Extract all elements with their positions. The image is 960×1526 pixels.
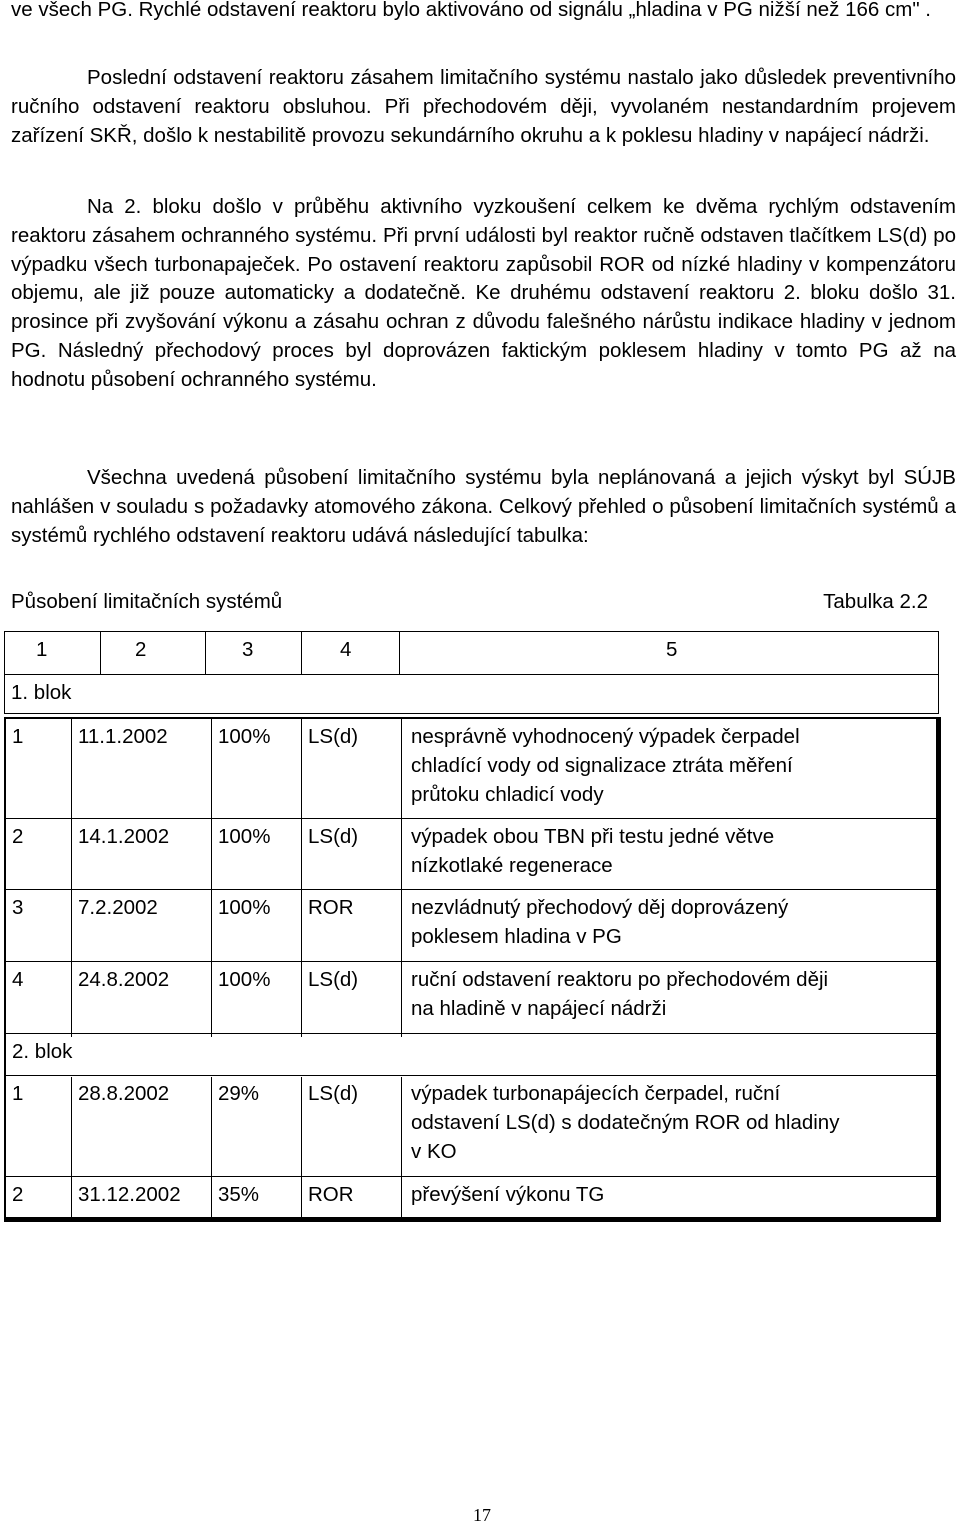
header-divider [205, 632, 206, 674]
cell-system: ROR [308, 896, 354, 919]
cell-system: ROR [308, 1183, 354, 1206]
header-col-5: 5 [666, 638, 678, 661]
table-header [4, 631, 939, 714]
column-divider [301, 719, 302, 1037]
cell-description: nesprávně vyhodnocený výpadek čerpadel [411, 725, 800, 748]
cell-description: chladící vody od signalizace ztráta měření [411, 754, 793, 777]
cell-description: na hladině v napájecí nádrži [411, 997, 667, 1020]
header-col-3: 3 [242, 638, 254, 661]
column-divider [211, 719, 212, 1037]
cell-description: nízkotlaké regenerace [411, 854, 613, 877]
group-label-block2: 2. blok [12, 1040, 73, 1063]
cell-power: 100% [218, 896, 271, 919]
cell-no: 4 [12, 968, 24, 991]
header-col-2: 2 [135, 638, 147, 661]
header-divider [100, 632, 101, 674]
cell-description: poklesem hladina v PG [411, 925, 622, 948]
cell-description: převýšení výkonu TG [411, 1183, 605, 1206]
header-col-1: 1 [36, 638, 48, 661]
cell-date: 28.8.2002 [78, 1082, 170, 1105]
header-divider [399, 632, 400, 674]
table-body [4, 717, 941, 1222]
cell-power: 100% [218, 725, 271, 748]
cell-date: 24.8.2002 [78, 968, 170, 991]
row-rule [6, 889, 936, 890]
cell-system: LS(d) [308, 968, 359, 991]
header-divider [301, 632, 302, 674]
cell-system: LS(d) [308, 1082, 359, 1105]
cell-description: výpadek turbonapájecích čerpadel, ruční [411, 1082, 781, 1105]
cell-description: výpadek obou TBN při testu jedné větve [411, 825, 775, 848]
cell-date: 14.1.2002 [78, 825, 170, 848]
column-divider [71, 1077, 72, 1222]
cell-no: 2 [12, 1183, 24, 1206]
cell-date: 11.1.2002 [78, 725, 168, 748]
table-caption [11, 590, 928, 614]
paragraph-intro: ve všech PG. Rychlé odstavení reaktoru bylo aktivováno od signálu „hladina v PG nižší než 166 cm" . [11, 0, 931, 21]
cell-power: 35% [218, 1183, 260, 1206]
cell-description: nezvládnutý přechodový děj doprovázený [411, 896, 789, 919]
cell-power: 29% [218, 1082, 260, 1105]
column-divider [71, 719, 72, 1037]
row-rule [6, 818, 936, 819]
table-number: Tabulka 2.2 [823, 590, 928, 613]
cell-description: průtoku chladicí vody [411, 783, 604, 806]
column-divider [401, 719, 402, 1037]
cell-description: v KO [411, 1140, 457, 1163]
table-title: Působení limitačních systémů [11, 590, 283, 613]
cell-no: 1 [12, 725, 24, 748]
cell-no: 1 [12, 1082, 24, 1105]
row-rule [6, 961, 936, 962]
column-divider [211, 1077, 212, 1222]
column-divider [301, 1077, 302, 1222]
paragraph-block2: Na 2. bloku došlo v průběhu aktivního vyzkoušení celkem ke dvěma rychlým odstavením reaktoru zásahem ochranného systému. Při první události byl reaktor ručně odstaven tlačítkem LS(d) po výpadku všech turbonapaječek. Po ostavení reaktoru zapůsobil ROR od nízké hladiny v kompenzátoru objemu, ale již pouze automaticky a dodatečně. Ke druhému odstavení reaktoru 2. bloku došlo 31. prosince při zvyšování výkonu a zásahu ochran z důvodu falešného nárůstu indikace hladiny v jednom PG. Následný přechodový proces byl doprovázen faktickým poklesem hladiny v tomto PG až na hodnotu působení ochranného systému. [11, 195, 956, 391]
row-rule [6, 1033, 936, 1034]
cell-description: odstavení LS(d) s dodatečným ROR od hladiny [411, 1111, 840, 1134]
page-number: 17 [473, 1505, 491, 1525]
column-divider [401, 1077, 402, 1222]
cell-system: LS(d) [308, 825, 359, 848]
cell-no: 3 [12, 896, 24, 919]
header-rule [5, 674, 938, 675]
paragraph-last-shutdown: Poslední odstavení reaktoru zásahem limitačního systému nastalo jako důsledek preventivního ručního odstavení reaktoru obsluhou. Při přechodovém ději, vyvolaném nestandardním projevem zařízení SKŘ, došlo k nestabilitě provozu sekundárního okruhu a k poklesu hladiny v napájecí nádrži. [11, 66, 956, 147]
paragraph-summary: Všechna uvedená působení limitačního systému byla neplánovaná a jejich výskyt byl SÚJB nahlášen v souladu s požadavky atomového zákona. Celkový přehled o působení limitačních systémů a systémů rychlého odstavení reaktoru udává následující tabulka: [11, 466, 956, 547]
cell-description: ruční odstavení reaktoru po přechodovém ději [411, 968, 829, 991]
cell-power: 100% [218, 825, 271, 848]
row-rule [6, 1075, 936, 1076]
group-label-block1: 1. blok [11, 681, 72, 704]
cell-date: 31.12.2002 [78, 1183, 181, 1206]
cell-system: LS(d) [308, 725, 359, 748]
row-rule [6, 1176, 936, 1177]
cell-date: 7.2.2002 [78, 896, 158, 919]
header-col-4: 4 [340, 638, 352, 661]
cell-power: 100% [218, 968, 271, 991]
cell-no: 2 [12, 825, 24, 848]
